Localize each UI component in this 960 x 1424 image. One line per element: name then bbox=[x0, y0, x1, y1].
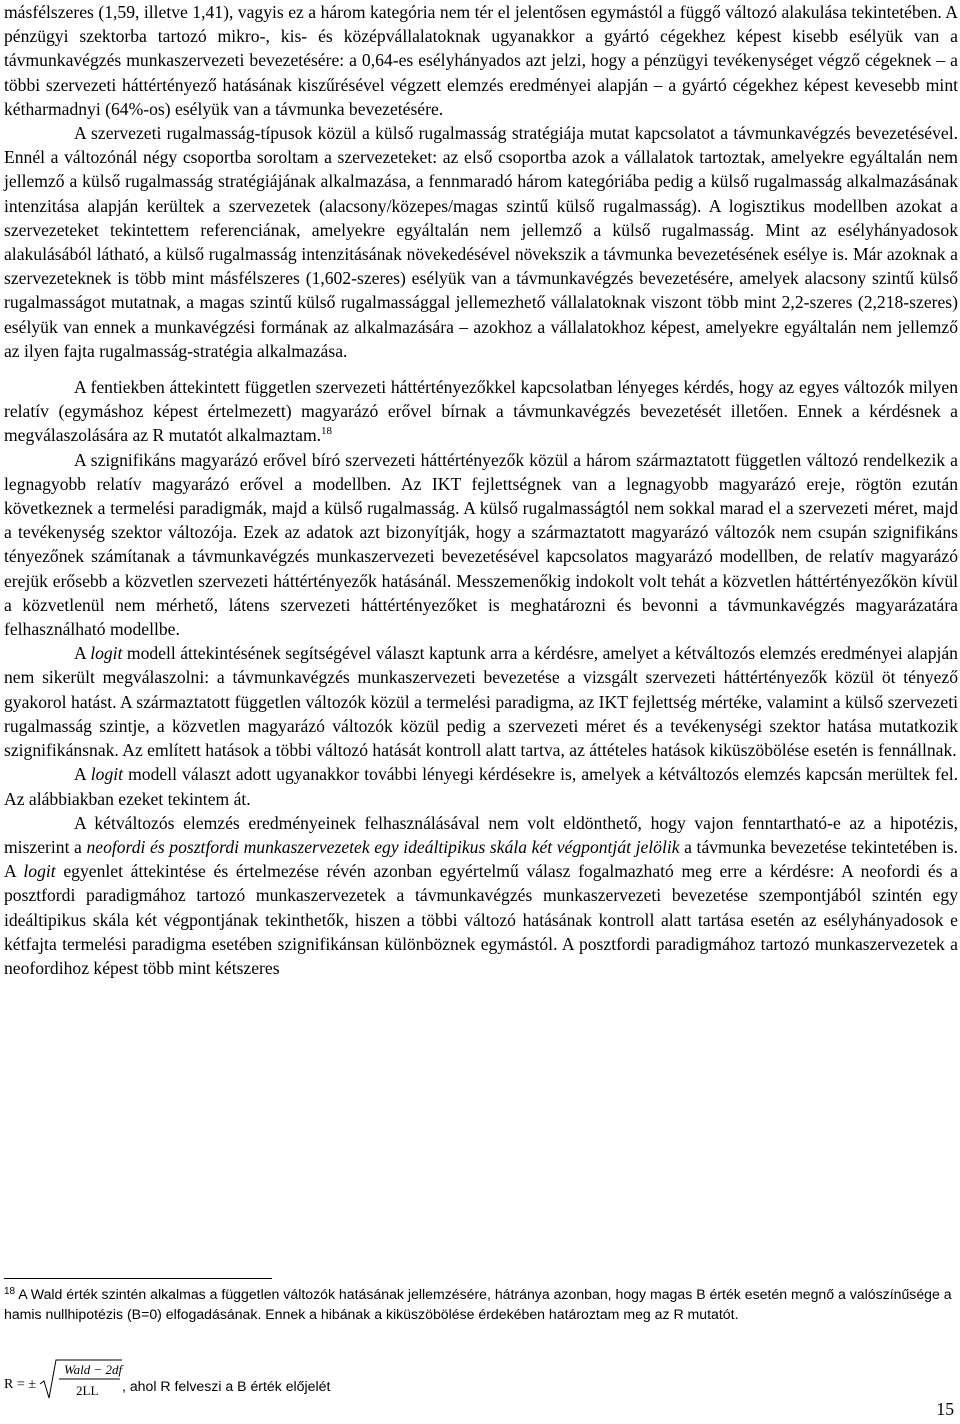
paragraph-3 bbox=[4, 375, 958, 448]
paragraph-1: másfélszeres (1,59, illetve 1,41), vagyis ez a három kategória nem tér el jelentősen egymástól a függő változó alakulása tekintetében. A pénzügyi szektorba tartozó mikro-, kis- és középvállalatoknak ugyanakkor a gyártó cégekhez képest kisebb esélyük van a távmunkavégzés munkaszervezeti bevezetésére: a 0,64-es esélyhányados azt jelzi, hogy a pénzügyi tevékenységet végző cégeknek – a többi szervezeti háttértényező hatásának kiszűrésével végzett elemzés eredményei alapján – a gyártó cégekhez képest kevesebb mint kétharmadnyi (64%-os) esélyük van a távmunka bevezetésére. bbox=[4, 2, 958, 119]
hypothesis-italic: neofordi és posztfordi munkaszervezetek egy ideáltipikus skála két végpontját jelölik bbox=[86, 836, 680, 857]
paragraph-4: A szignifikáns magyarázó erővel bíró szervezeti háttértényezők közül a három származtatott független változó rendelkezik a legnagyobb relatív magyarázó erővel a modellben. Az IKT fejlettségnek van a legnagyobb magyarázó ereje, rögtön ezután következnek a termelési paradigmák, majd a külső rugalmasság. A külső rugalmasságtól nem sokkal marad el a szervezeti méret, majd a tevékenység szektor változója. Ezek az adatok azt bizonyítják, hogy a származtatott magyarázó változók nem csupán szignifikáns tényezőnek számítanak a távmunkavégzés munkaszervezeti bevezetésével kapcsolatos magyarázó modellben, de relatív magyarázó erejük erősebb a közvetlen szervezeti háttértényezők hatásánál. Messzemenőkig indokolt volt tehát a közvetlen háttértényezőkön kívül a közvetlenül nem mérhető, látens szervezeti háttértényezőket is meghatározni és bevonni a távmunkavégzés magyarázatára felhasználható modellbe. bbox=[4, 449, 958, 640]
paragraph-7-text: egyenlet áttekintése és értelmezése révén azonban egyértelmű válasz fogalmazható meg erre a kérdésre: A neofordi és a posztfordi paradigmához tartozó munkaszervezetek a távmunkavégzés munkaszervezeti bevezetése szempontjából szintén egy ideáltipikus skála két végpontjának tekinthetők, hiszen a többi változó hatásának kontroll alatt tartása esetén az esélyhányadosok e kétfajta termelési paradigma esetében szignifikánsan különböznek egymástól. A posztfordi paradigmához tartozó munkaszervezetek a neofordihoz képest több mint kétszeres bbox=[4, 861, 958, 978]
formula-numerator: Wald − 2df bbox=[64, 1362, 123, 1377]
paragraph-6 bbox=[4, 762, 958, 810]
r-formula bbox=[4, 1356, 504, 1402]
paragraph-5-lead: A bbox=[74, 643, 91, 664]
logit-term: logit bbox=[90, 764, 124, 785]
footnote-number: 18 bbox=[4, 1286, 16, 1297]
paragraph-6-lead: A bbox=[74, 764, 91, 785]
footnote bbox=[4, 1285, 956, 1325]
footnote-separator bbox=[4, 1278, 272, 1279]
paragraph-3-text: A fentiekben áttekintett független szervezeti háttértényezőkkel kapcsolatban lényeges kérdés, hogy az egyes változók milyen relatív (egymáshoz képest értelmezett) magyarázó erővel bírnak a távmunkavégzés bevezetését illetően. Ennek a kérdésnek a megválaszolására az R mutatót alkalmaztam. bbox=[4, 377, 958, 446]
document-page bbox=[4, 0, 958, 980]
paragraph-2: A szervezeti rugalmasság-típusok közül a külső rugalmasság stratégiája mutat kapcsolatot a távmunkavégzés bevezetésével. Ennél a változónál négy csoportba soroltam a szervezeteket: az első csoportba azok a vállalatok tartoztak, amelyekre egyáltalán nem jellemző a külső rugalmasság stratégiájának alkalmazása, a fennmaradó három kategóriába pedig a külső rugalmasság alkalmazásának intenzitása alapján kerültek a szervezetek (alacsony/közepes/magas szintű külső rugalmasság). A logisztikus modellben azokat a szervezeteket tekintettem referenciának, amelyekre egyáltalán nem jellemző a külső rugalmasság. Mint az esélyhányadosok alakulásából látható, a külső rugalmasság intenzitásának növekedésével növekszik a távmunka bevezetésének esélye is. Már azoknak a szervezeteknek is több mint másfélszeres (1,602-szeres) esélyük van a távmunkavégzés bevezetésére, amelyek alacsony szintű külső rugalmasságot mutatnak, a magas szintű külső rugalmassággal jellemezhető vállalatoknak viszont több mint 2,2-szeres (2,218-szeres) esélyük van ennek a munkavégzési formának az alkalmazására – azokhoz a vállalatokhoz képest, amelyekre egyáltalán nem jellemző az ilyen fajta rugalmasság-stratégia alkalmazása. bbox=[4, 123, 958, 361]
paragraph-7-mid: a távmunka bevezetése tekintetében is. A bbox=[4, 836, 958, 882]
footnote-text-block bbox=[4, 1285, 956, 1325]
footnote-text: A Wald érték szintén alkalmas a független változók hatásának jellemzésére, hátránya azonban, hogy magas B érték esetén megnő a valószínűsége a hamis nullhipotézis (B=0) elfogadásának. Ennek a hibának a kiküszöbölése érdekében határoztam meg az R mutatót. bbox=[4, 1286, 952, 1322]
paragraph-6-text: modell választ adott ugyanakkor további lényegi kérdésekre is, amelyek a kétváltozós elemzés kapcsán merültek fel. Az alábbiakban ezeket tekintem át. bbox=[4, 764, 958, 809]
paragraph-5-text: modell áttekintésének segítségével választ kaptunk arra a kérdésre, amelyet a kétváltozós elemzés eredményei alapján nem sikerült megválaszolni: a távmunkavégzés munkaszervezeti bevezetése a vizsgált szervezeti háttértényezők közül öt tényező gyakorol hatást. A származtatott független változók közül a termelési paradigma, az IKT fejlettség mértéke, valamint a külső szervezeti rugalmasság szintje, a közvetlen magyarázó változók közül pedig a szervezeti méret és a tevékenységi szektor hatása mutatkozik szignifikánsnak. Az említett hatások a többi változó hatását kontroll alatt tartva, az áttételes hatások kiküszöbölése esetén is fennállnak. bbox=[4, 643, 958, 761]
logit-term: logit bbox=[23, 861, 56, 882]
logit-term: logit bbox=[90, 643, 123, 664]
paragraph-7 bbox=[4, 811, 958, 980]
page-number: 15 bbox=[936, 1399, 954, 1419]
formula-denominator: 2LL bbox=[76, 1383, 99, 1398]
formula-note: , ahol R felveszi a B érték előjelét bbox=[122, 1378, 331, 1394]
formula-graphic bbox=[4, 1356, 124, 1402]
formula-lhs: R = ± bbox=[4, 1377, 36, 1392]
paragraph-5 bbox=[4, 641, 958, 762]
footnote-reference[interactable]: 18 bbox=[321, 425, 333, 438]
paragraph-7-lead: A kétváltozós elemzés eredményeinek felhasználásával nem volt eldönthető, hogy vajon fenntartható-e az a hipotézis, miszerint a bbox=[4, 812, 958, 857]
